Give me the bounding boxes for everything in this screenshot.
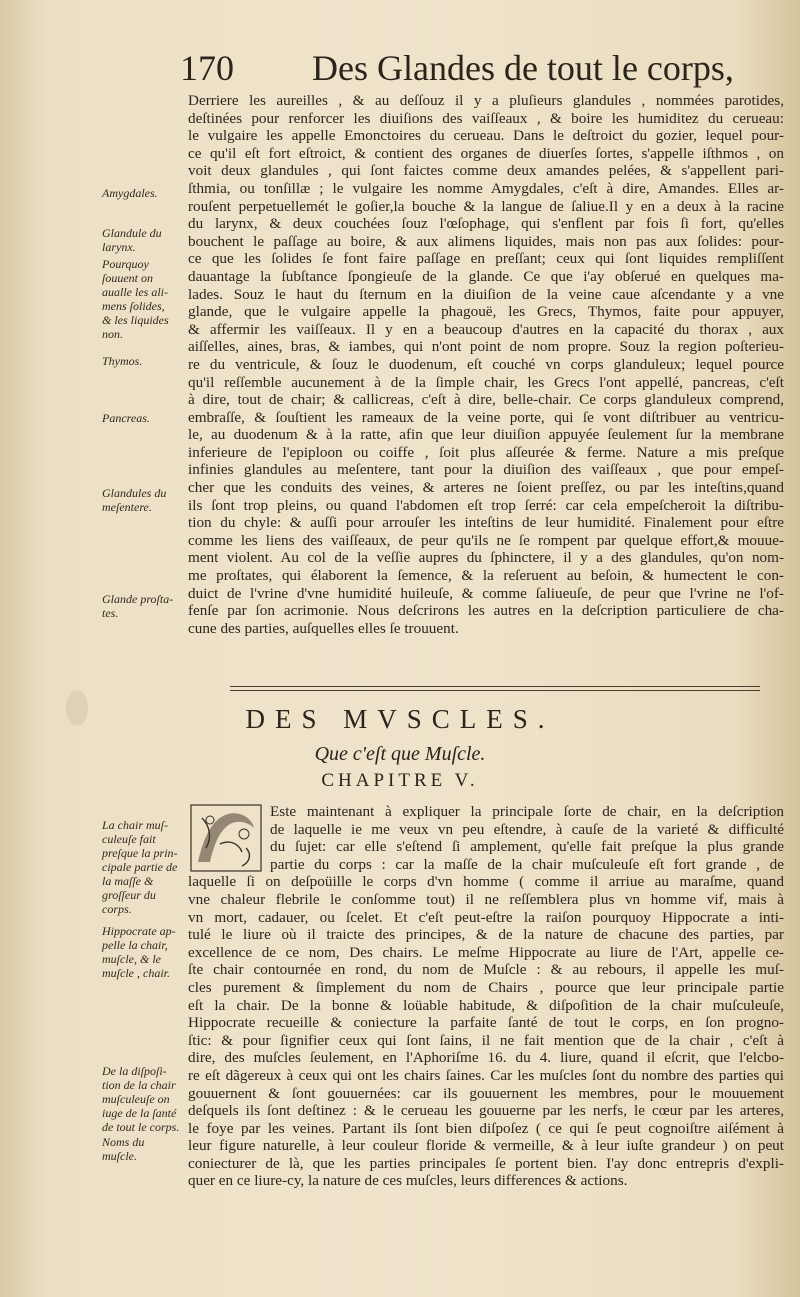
margin-note-line: Noms du	[102, 1135, 145, 1149]
text-line: le foye par les veines. Partant ils ſont bien diſpoſez ( ce qui ſe peut cognoiſtre aiſément à	[188, 1119, 784, 1137]
text-line: leur figure naturelle, à leur couleur floride & vermeille, & à leur iuſte grandeur ) on peut	[188, 1137, 784, 1155]
margin-note	[102, 1135, 182, 1163]
margin-note	[102, 592, 182, 620]
running-title: Des Glandes de tout le corps,	[312, 48, 734, 88]
text-line: cune des parties, auſquelles elles ſe trouuent.	[188, 619, 459, 637]
margin-note-line: mens ſolides,	[102, 299, 165, 313]
text-line: deſtinées pour renforcer les diuiſions des vaiſſeaux , & boire les humiditez du cerueau:	[188, 109, 784, 127]
text-line: vne chaleur flebrile le conſomme tout) il ne reſſemblera plus vn homme vif, mais à	[188, 890, 784, 908]
margin-note-line: Glandule du	[102, 226, 162, 240]
text-line: dauantage la ſubſtance ſpongieuſe de la glande. Ce que i'ay obſerué en quelques ma-	[188, 267, 784, 285]
margin-note-line: tion de la chair	[102, 1078, 176, 1092]
margin-note	[102, 186, 182, 200]
text-line: Este maintenant à expliquer la principale ſorte de chair, en la deſcription	[270, 803, 784, 820]
text-line: tulé le liure où il traicte des principes, & de la nature de chacune des parties, par	[188, 926, 784, 944]
margin-note-line: Amygdales.	[102, 186, 158, 200]
margin-note-line: De la diſpoſi-	[102, 1064, 167, 1078]
margin-note-line: muſcle, & le	[102, 952, 161, 966]
chapter-heading: CHAPITRE V.	[321, 770, 479, 791]
margin-note	[102, 354, 182, 368]
margin-note	[102, 818, 182, 916]
text-line: & affermir les vaiſſeaux. Il y en a beaucoup d'autres en la capacité du thorax , aux	[188, 320, 784, 338]
text-line: laquelle ſi on deſpoüille le corps d'vn homme ( comme il arriue au maraſme, quand	[188, 873, 784, 891]
text-line: du ſujet: car elle s'eſtend ſi amplement, qu'elle fait preſque la plus grande	[270, 838, 784, 856]
text-line: tion du chyle: & auſſi pour arrouſer les inteſtins de leur humidité. Finalement pour eſtre	[188, 514, 784, 532]
margin-note	[102, 924, 182, 980]
margin-note	[102, 226, 182, 254]
margin-note-line: larynx.	[102, 240, 136, 254]
margin-note-line: cipale partie de	[102, 860, 178, 874]
text-line: à dire, tout de chair; & callicreas, c'eſt à dire, belle-chair. Ce corps glanduleux comprend,	[188, 391, 784, 409]
text-line: ſte chair contournée en rond, du nom de Muſcle : & au rebours, il appelle les muſ-	[188, 961, 784, 979]
text-line: du larynx, & deux couchées ſouz l'œſophage, qui s'enflent par fois ſi fort, qu'elles	[188, 215, 784, 233]
text-line: me proſtates, qui élaborent la ſemence, & la reſeruent au beſoin, & humectent le con-	[188, 567, 784, 585]
text-line: voit deux glandules , qui ſont faictes comme deux amandes pelées, & s'appellent pari-	[188, 162, 784, 180]
text-line: rouſent perpetuellemét le goſier,la bouche & la langue de ſaliue.Il y en a deux à la racine	[188, 197, 784, 215]
margin-note-line: tes.	[102, 606, 119, 620]
margin-note-line: la maſſe &	[102, 874, 154, 888]
text-line: Hippocrate recueille & coniecture la parfaite ſanté de tout le corps, en ſon progno-	[188, 1014, 784, 1032]
text-line: comme les liens des vaiſſeaux, de peur qu'ils ne ſe rompent par quelque effort,& mouue-	[188, 531, 784, 549]
section-title: DES MVSCLES.	[245, 704, 555, 734]
margin-note-line: & les liquides	[102, 313, 169, 327]
text-line: excellence de ce nom, Des chairs. Le meſme Hippocrate au liure de l'Art, appelle ce-	[188, 943, 784, 961]
margin-note-line: groſſeur du	[102, 888, 156, 902]
text-line: ce qu'il eſt fort eſtroict, & contient des organes de diuerſes ſortes, s'appelle iſthmos , on	[188, 144, 784, 162]
text-line: cher que les conduits des veines, & arteres ne ſoient preſſez, ou par les inteſtins,quand	[188, 479, 784, 497]
margin-note-line: preſque la prin-	[102, 846, 178, 860]
text-line: ſthmia, ou tonſillæ ; le vulgaire les nomme Amygdales, c'eſt à dire, Amandes. Elles ar-	[188, 179, 784, 197]
text-line: lades. Souz le haut du ſternum en la diuiſion de la veine caue aſcendante y a vne	[188, 285, 784, 303]
margin-note-line: corps.	[102, 902, 132, 916]
text-line: le vulgaire les appelle Emonctoires du cerueau. Dans le deſtroict du gozier, lequel pour-	[188, 127, 784, 145]
text-line: ils ſont trop pleins, ou quand l'abdomen eſt trop ſerré: car cela empeſcheroit la diſtribu-	[188, 496, 784, 514]
margin-note-line: muſcle.	[102, 1149, 137, 1163]
section-divider	[230, 686, 760, 691]
margin-note-line: Hippocrate ap-	[102, 924, 176, 938]
margin-note-line: muſcle , chair.	[102, 966, 170, 980]
text-line: Derriere les aureilles , & au deſſouz il y a pluſieurs glandules , nommées parotides,	[188, 92, 784, 109]
text-line: duict de l'vrine d'vne humidité huileuſe, & comme ſaliueuſe, de peur que l'vrine ne l'of-	[188, 584, 784, 602]
margin-note-line: ſouuent on	[102, 271, 153, 285]
margin-note-line: culeuſe fait	[102, 832, 156, 846]
margin-note	[102, 1064, 182, 1134]
text-line: bouchent le paſſage au boire, & aux alimens liquides, mais non pas aux ſolides: pour-	[188, 232, 784, 250]
text-line: embraſſe, & ſouſtient les rameaux de la veine porte, qui ſe vont diſtribuer au ventricu-	[188, 408, 784, 426]
text-line: ment violent. Au col de la veſſie aupres du ſphinctere, il y a des glandules, qu'on nom-	[188, 549, 784, 567]
paragraph-muscles	[188, 803, 784, 1190]
text-line: cles purement & ſimplement du nom de Chairs , pource que leur principale partie	[188, 978, 784, 996]
text-line: aiſſelles, aines, bras, & iambes, qui n'ont point de nom propre. Souz la region poſterieu-	[188, 338, 784, 356]
text-line: le, au duodenum & à la ratte, afin que leur diuiſion appuyée ſeulement ſur la membrane	[188, 426, 784, 444]
margin-note-line: meſentere.	[102, 500, 152, 514]
text-line: fenſe par ſon acrimonie. Nous deſcrirons les autres en la deſcription particuliere de cha-	[188, 602, 784, 620]
text-line: vn mort, cadauer, ou ſcelet. Et c'eſt peut-eſtre la raiſon pourquoy Hippocrate a inti-	[188, 908, 784, 926]
page-number: 170	[180, 48, 234, 88]
paragraph-glandes	[188, 92, 784, 637]
margin-note	[102, 257, 182, 341]
text-line: qu'il reſſemble aucunement à de la ſimple chair, les Grecs l'ont appellé, pancreas, c'eſt	[188, 373, 784, 391]
text-line: coniecturer de là, que les parties principales ſe portent bien. I'ay donc entrepris d'expli-	[188, 1154, 784, 1172]
margin-note-line: pelle la chair,	[102, 938, 168, 952]
text-line: partie du corps : car la maſſe de la chair muſculeuſe eſt fort grande , de	[270, 855, 784, 873]
text-line: re eſt dãgereux à ceux qui ont les chairs ſaines. Car les muſcles ſont du nombre des parties qui	[188, 1066, 784, 1084]
margin-note-line: aualle les ali-	[102, 285, 168, 299]
margin-note	[102, 411, 182, 425]
page-header	[180, 46, 734, 96]
margin-note-line: Pourquoy	[102, 257, 149, 271]
text-line: ſtic: & pour ſignifier ceux qui ſont ſains, il ne fait mention que de la chair , c'eſt à	[188, 1031, 784, 1049]
margin-note-line: La chair muſ-	[102, 818, 168, 832]
text-line: dire, des muſcles ſeulement, en l'Aphoriſme 16. du 4. liure, quand il eſcrit, que l'elcbo-	[188, 1049, 784, 1067]
section-subtitle: Que c'eſt que Muſcle.	[314, 743, 486, 765]
text-line: deſquels ils ſont deſtinez : & le cerueau les gouuerne par les nerfs, le cœur par les arteres,	[188, 1102, 784, 1120]
margin-note-line: Thymos.	[102, 354, 143, 368]
margin-note-line: Pancreas.	[102, 411, 150, 425]
margin-note-line: iuge de la ſanté	[102, 1106, 177, 1120]
text-line: re du ventricule, & ſouz le duodenum, eſt couché vn corps glanduleux; lequel pource	[188, 355, 784, 373]
text-line: glande, que le vulgaire appelle la phagouë, les Grecs, Thymos, faite pour appuyer,	[188, 303, 784, 321]
margin-note-line: non.	[102, 327, 123, 341]
text-line: de laquelle ie me veux vn peu eſtendre, à cauſe de la varieté & difficulté	[270, 820, 784, 838]
text-line: inferieure de l'epiploon ou coiffe , ſoit plus aſſeurée & ferme. Nature a mis preſque	[188, 443, 784, 461]
margin-note-line: de tout le corps.	[102, 1120, 180, 1134]
text-line: quer en ce liure-cy, la nature de ces muſcles, leurs differences & actions.	[188, 1172, 628, 1190]
text-line: infinies glandules au meſentere, tant pour la diuiſion des vaiſſeaux , que pour empeſ-	[188, 461, 784, 479]
margin-note-line: Glande proſta-	[102, 592, 174, 606]
text-line: eſt la chair. De la bonne & loüable habitude, & diſpoſition de la chair muſculeuſe,	[188, 996, 784, 1014]
margin-note-line: muſculeuſe on	[102, 1092, 170, 1106]
margin-note	[102, 486, 182, 514]
text-line: gouuernent & ſont gouuernées: car ils gouuernent les membres, pour le mouuement	[188, 1084, 784, 1102]
margin-note-line: Glandules du	[102, 486, 167, 500]
text-line: ce que les ſolides ſe font faire paſſage en preſſant; ceux qui ſont liquides rempliſſent	[188, 250, 784, 268]
